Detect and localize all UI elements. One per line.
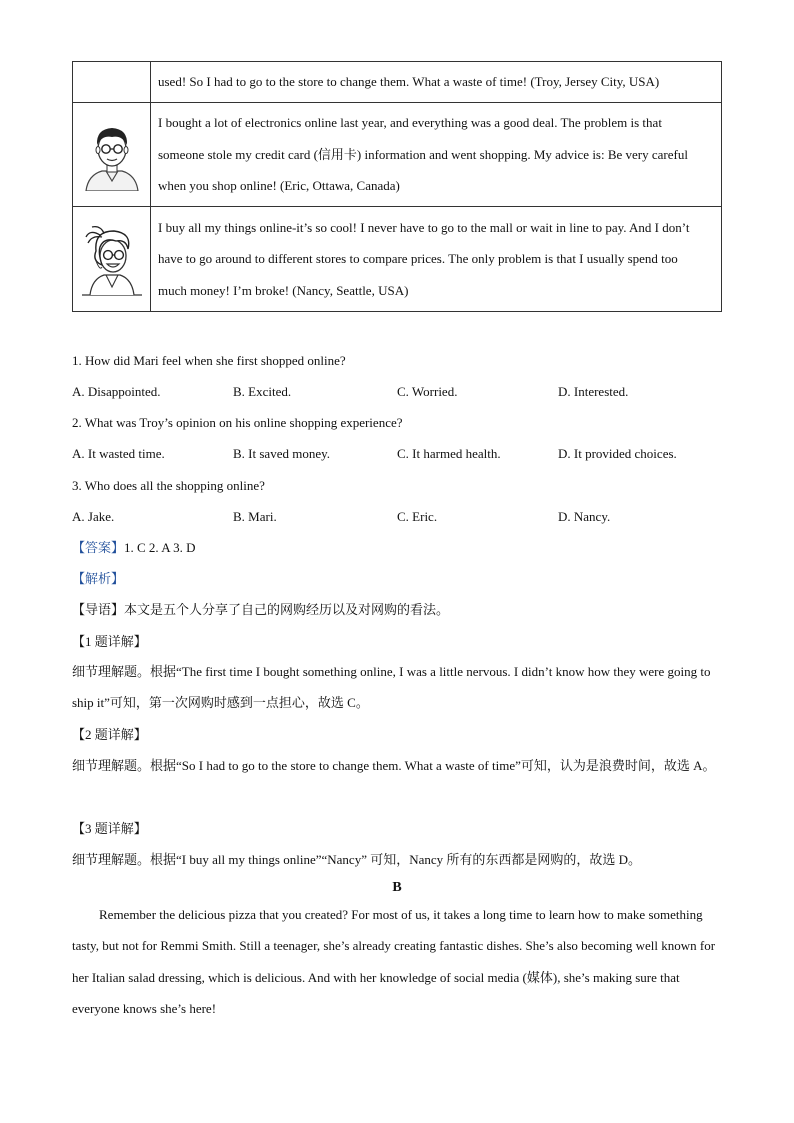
avatar-cell bbox=[73, 207, 151, 312]
option-a[interactable]: A. It wasted time. bbox=[72, 446, 165, 461]
detail-text: 细节理解题。根据“The first time I bought something online, I was a little nervous. I didn’t know how they were going to ship it”可知，第一次网购时感到一点担心，故选 C。 bbox=[72, 664, 711, 711]
option-a[interactable]: A. Jake. bbox=[72, 509, 115, 524]
detail-heading: 【3 题详解】 bbox=[72, 821, 147, 836]
detail-text: 细节理解题。根据“So I had to go to the store to change them. What a waste of time”可知，认为是浪费时间，故选 A。 bbox=[72, 758, 716, 773]
option-c[interactable]: C. Eric. bbox=[397, 509, 438, 524]
table-row bbox=[73, 62, 722, 103]
guide-label: 【导语】 bbox=[72, 602, 125, 617]
option-c[interactable]: C. It harmed health. bbox=[397, 446, 501, 461]
option-d[interactable]: D. Interested. bbox=[558, 384, 629, 399]
option-d[interactable]: D. It provided choices. bbox=[558, 446, 677, 461]
testimonial-text: I buy all my things online-it’s so cool! I never have to go to the mall or wait in line to pay. And I don’t have to go around to different stores to compare prices. The only problem is that I usually spend too much money! I’m broke! (Nancy, Seattle, USA) bbox=[151, 207, 722, 312]
table-row bbox=[73, 103, 722, 207]
question-stem: 2. What was Troy’s opinion on his online shopping experience? bbox=[72, 415, 403, 430]
woman-avatar-icon bbox=[80, 221, 144, 297]
answer-label: 【答案】 bbox=[72, 540, 125, 555]
option-b[interactable]: B. Excited. bbox=[233, 384, 292, 399]
avatar-cell bbox=[73, 62, 151, 103]
guide-text: 本文是五个人分享了自己的网购经历以及对网购的看法。 bbox=[124, 602, 450, 617]
option-b[interactable]: B. Mari. bbox=[233, 509, 277, 524]
option-a[interactable]: A. Disappointed. bbox=[72, 384, 161, 399]
detail-heading: 【1 题详解】 bbox=[72, 634, 147, 649]
section-paragraph: Remember the delicious pizza that you created? For most of us, it takes a long time to learn how to make something tasty, but not for Remmi Smith. Still a teenager, she’s already creating fantastic dishes. She’s also becoming well known for her Italian salad dressing, which is delicious. And with her knowledge of social media (媒体), she’s making sure that everyone knows she’s here! bbox=[72, 907, 716, 1016]
answer-text: 1. C 2. A 3. D bbox=[124, 540, 196, 555]
detail-text: 细节理解题。根据“I buy all my things online”“Nancy” 可知，Nancy 所有的东西都是网购的，故选 D。 bbox=[72, 852, 642, 867]
question-stem: 1. How did Mari feel when she first shopped online? bbox=[72, 353, 346, 368]
option-b[interactable]: B. It saved money. bbox=[233, 446, 330, 461]
analysis-label: 【解析】 bbox=[72, 571, 125, 586]
detail-heading: 【2 题详解】 bbox=[72, 727, 147, 742]
man-avatar-icon bbox=[82, 119, 142, 191]
avatar-cell bbox=[73, 103, 151, 207]
table-row bbox=[73, 207, 722, 312]
guide-line bbox=[72, 601, 449, 619]
testimonial-text: used! So I had to go to the store to change them. What a waste of time! (Troy, Jersey City, USA) bbox=[151, 62, 722, 103]
testimonial-text: I bought a lot of electronics online last year, and everything was a good deal. The problem is that someone stole my credit card (信用卡) information and went shopping. My advice is: Be very careful when you shop online! (Eric, Ottawa, Canada) bbox=[151, 103, 722, 207]
question-stem: 3. Who does all the shopping online? bbox=[72, 478, 265, 493]
answer-line bbox=[72, 539, 196, 557]
testimonials-table bbox=[72, 61, 722, 312]
section-title: B bbox=[392, 880, 402, 895]
option-c[interactable]: C. Worried. bbox=[397, 384, 458, 399]
option-d[interactable]: D. Nancy. bbox=[558, 509, 611, 524]
